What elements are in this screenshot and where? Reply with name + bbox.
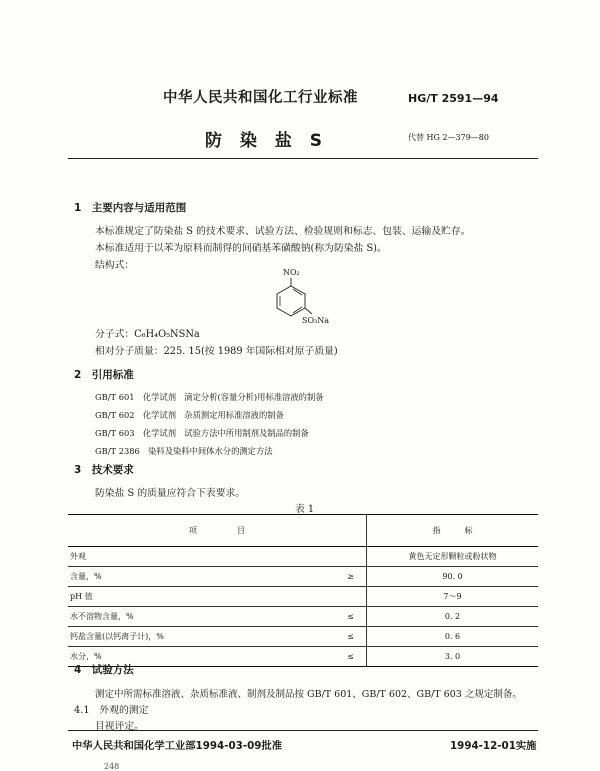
approval-line: 中华人民共和国化学工业部1994-03-09批准 bbox=[72, 740, 283, 752]
row-operator: ≤ bbox=[252, 647, 367, 667]
molecular-mass: 相对分子质量：225. 15(按 1989 年国际相对原子质量) bbox=[95, 346, 338, 357]
row-value: 3. 0 bbox=[367, 647, 539, 667]
molecular-formula: 分子式：C₆H₄O₅NSNa bbox=[95, 329, 200, 340]
row-value: 0. 2 bbox=[367, 607, 539, 627]
structural-formula bbox=[250, 262, 360, 330]
row-value: 7～9 bbox=[367, 587, 539, 607]
row-item: pH 值 bbox=[68, 587, 252, 607]
reference-item: GB/T 603 化学试剂 试验方法中所用制剂及制品的制备 bbox=[95, 428, 309, 438]
sulfonate-group-label: SO₃Na bbox=[302, 316, 330, 325]
quality-requirements-table bbox=[68, 514, 538, 667]
row-item: 含量，% bbox=[68, 567, 252, 587]
structure-label: 结构式： bbox=[95, 260, 135, 271]
row-operator: ≤ bbox=[252, 627, 367, 647]
reference-item: GB/T 2386 染料及染料中间体水分的测定方法 bbox=[95, 446, 273, 456]
benzene-ring bbox=[277, 286, 305, 316]
section-4-heading: 4 试验方法 bbox=[74, 664, 134, 676]
section-4-para: 测定中所需标准溶液、杂质标准液、制剂及制品按 GB/T 601、GB/T 602、GB/T 603 之规定制备。 bbox=[95, 689, 522, 700]
row-value: 黄色无定形颗粒或粉状物 bbox=[367, 547, 539, 567]
table-row bbox=[68, 647, 538, 667]
row-value: 90. 0 bbox=[367, 567, 539, 587]
section-1-para-2: 本标准适用于以苯为原料而制得的间硝基苯磺酸钠(称为防染盐 S)。 bbox=[95, 243, 387, 254]
row-item: 钙盐含量(以钙离子计)，% bbox=[68, 627, 252, 647]
section-1-para-1: 本标准规定了防染盐 S 的技术要求、试验方法、检验规则和标志、包装、运输及贮存。 bbox=[95, 226, 471, 237]
table-row bbox=[68, 627, 538, 647]
row-operator: ≥ bbox=[252, 567, 367, 587]
subsection-4-1-text: 目视评定。 bbox=[95, 721, 144, 732]
row-item: 外观 bbox=[68, 547, 252, 567]
table-row bbox=[68, 547, 538, 567]
section-1-heading: 1 主要内容与适用范围 bbox=[74, 202, 187, 214]
reference-item: GB/T 602 化学试剂 杂质测定用标准溶液的制备 bbox=[95, 410, 284, 420]
section-3-intro: 防染盐 S 的质量应符合下表要求。 bbox=[95, 488, 246, 499]
page-number: 248 bbox=[104, 762, 120, 771]
footer-rule bbox=[68, 730, 538, 731]
table-caption: 表 1 bbox=[295, 504, 315, 515]
column-header-item: 项 目 bbox=[68, 515, 367, 547]
row-value: 0. 6 bbox=[367, 627, 539, 647]
row-operator bbox=[252, 587, 367, 607]
table-row bbox=[68, 587, 538, 607]
nitro-group-label: NO₂ bbox=[283, 268, 300, 277]
replaces-standard: 代替 HG 2—379—80 bbox=[408, 133, 489, 142]
table-header-row bbox=[68, 515, 538, 547]
row-item: 水分，% bbox=[68, 647, 252, 667]
header-rule bbox=[68, 158, 538, 159]
table-row bbox=[68, 567, 538, 587]
row-item: 水不溶物含量，% bbox=[68, 607, 252, 627]
standard-code: HG/T 2591—94 bbox=[408, 92, 499, 105]
subsection-4-1-heading: 4.1 外观的测定 bbox=[74, 705, 149, 716]
implementation-date: 1994-12-01实施 bbox=[450, 740, 537, 752]
column-header-index: 指 标 bbox=[367, 515, 539, 547]
table-row bbox=[68, 607, 538, 627]
document-title: 防 染 盐 S bbox=[205, 131, 328, 151]
reference-item: GB/T 601 化学试剂 滴定分析(容量分析)用标准溶液的制备 bbox=[95, 392, 324, 402]
section-2-heading: 2 引用标准 bbox=[74, 369, 134, 381]
row-operator: ≤ bbox=[252, 607, 367, 627]
section-3-heading: 3 技术要求 bbox=[74, 464, 134, 476]
row-operator bbox=[252, 547, 367, 567]
issuing-body-title: 中华人民共和国化工行业标准 bbox=[163, 90, 358, 106]
